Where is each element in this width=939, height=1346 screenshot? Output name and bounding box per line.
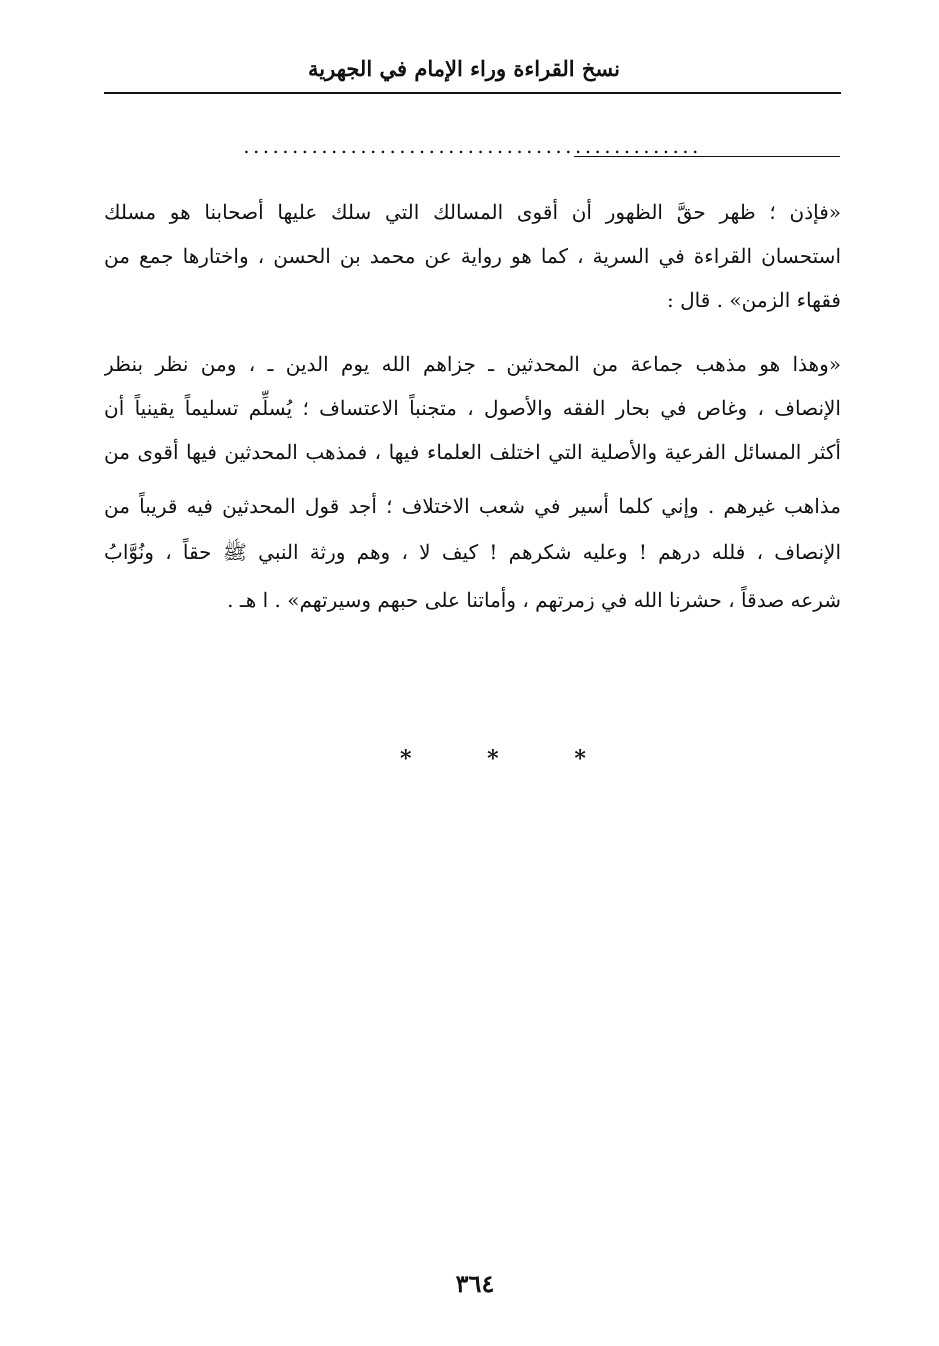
paragraph-1-line-1: «فإذن ؛ ظهر حقَّ الظهور أن أقوى المسالك التي سلك عليها أصحابنا هو مسلك xyxy=(104,200,841,224)
paragraph-2-line-4: مذاهب غيرهم . وإني كلما أسير في شعب الاختلاف ؛ أجد قول المحدثين فيه قريباً من xyxy=(104,494,841,518)
paragraph-1-line-2: استحسان القراءة في السرية ، كما هو رواية عن محمد بن الحسن ، واختارها جمع من xyxy=(104,244,841,268)
section-separator: * * * xyxy=(400,746,620,772)
paragraph-2-line-6: شرعه صدقاً ، حشرنا الله في زمرتهم ، وأماتنا على حبهم وسيرتهم» . ا هـ . xyxy=(227,588,841,612)
header-rule xyxy=(104,92,841,94)
paragraph-2-line-1: «وهذا هو مذهب جماعة من المحدثين ـ جزاهم الله يوم الدين ـ ، ومن نظر بنظر xyxy=(104,352,841,376)
paragraph-2-line-2: الإنصاف ، وغاص في بحار الفقه والأصول ، متجنباً الاعتساف ؛ يُسلِّم تسليماً يقينياً أن xyxy=(104,396,841,420)
page-number: ٣٦٤ xyxy=(455,1269,495,1298)
paragraph-2-line-5: الإنصاف ، فلله درهم ! وعليه شكرهم ! كيف لا ، وهم ورثة النبي ﷺ حقاً ، ونُوَّابُ xyxy=(104,540,841,564)
dotted-separator: ............................................... xyxy=(243,134,702,158)
paragraph-2-line-3: أكثر المسائل الفرعية والأصلية التي اختلف العلماء فيها ، فمذهب المحدثين فيها أقوى من xyxy=(104,440,841,464)
running-header: نسخ القراءة وراء الإمام في الجهرية xyxy=(308,56,620,81)
paragraph-1-line-3: فقهاء الزمن» . قال : xyxy=(667,288,841,312)
footnote-rule xyxy=(574,156,840,157)
